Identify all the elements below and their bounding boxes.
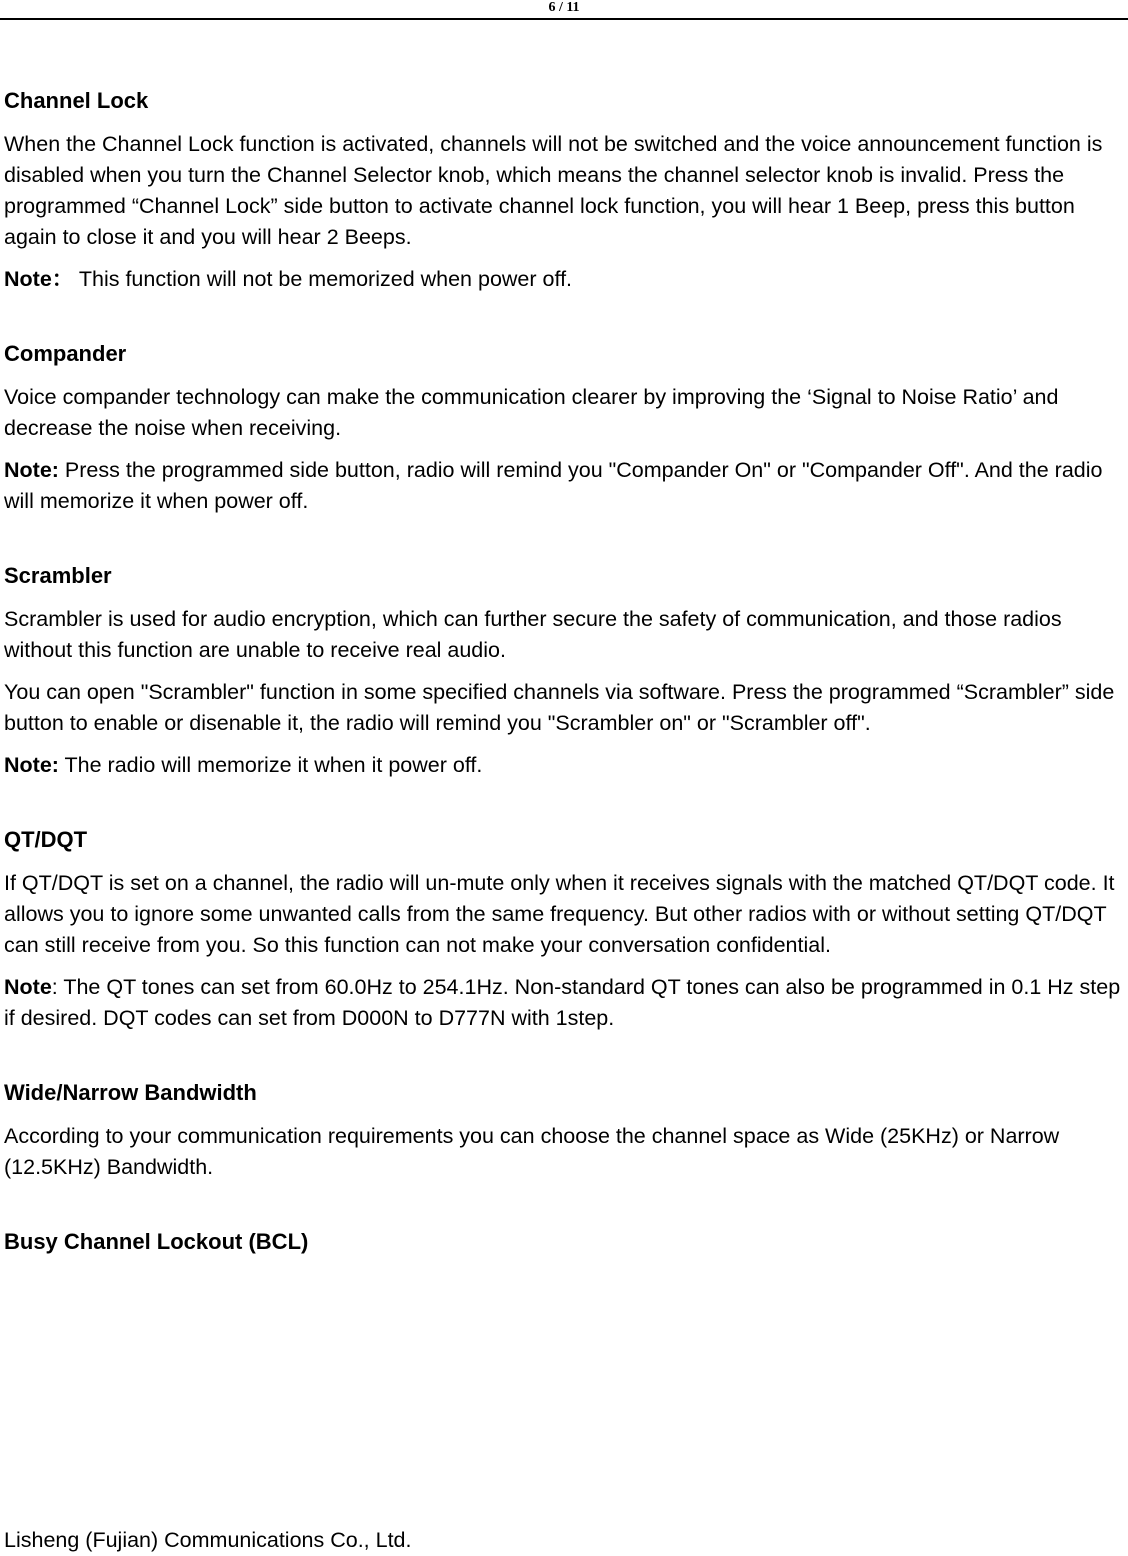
paragraph: Voice compander technology can make the communication clearer by improving the ‘Signal to Noise Ratio’ and decrease the noise when receiving.: [4, 385, 1059, 440]
section-heading: Channel Lock: [4, 88, 149, 113]
note: [4, 972, 1128, 1034]
note-label: Note:: [4, 753, 59, 777]
paragraph: Scrambler is used for audio encryption, which can further secure the safety of communication, and those radios without this function are unable to receive real audio.: [4, 607, 1062, 662]
note: [4, 455, 1128, 517]
note-text: : The QT tones can set from 60.0Hz to 254.1Hz. Non-standard QT tones can also be programmed in 0.1 Hz step if desired. DQT codes can set from D000N to D777N with 1step.: [4, 975, 1121, 1030]
note-text: Press the programmed side button, radio will remind you "Compander On" or "Compander Off". And the radio will memorize it when power off.: [4, 458, 1103, 513]
page-number: 6 / 11: [548, 0, 580, 15]
note-text: The radio will memorize it when it power off.: [58, 753, 483, 777]
section-wide-narrow-bandwidth: [4, 1080, 1128, 1183]
section-qt-dqt: [4, 827, 1128, 1034]
section-channel-lock: [4, 88, 1128, 295]
section-heading: Wide/Narrow Bandwidth: [4, 1080, 257, 1105]
note-label: Note：: [4, 267, 74, 291]
note-label: Note:: [4, 458, 59, 482]
paragraph: According to your communication requirements you can choose the channel space as Wide (25KHz) or Narrow (12.5KHz) Bandwidth.: [4, 1124, 1060, 1179]
section-busy-channel-lockout: [4, 1229, 1128, 1255]
note-text: This function will not be memorized when power off.: [73, 267, 573, 291]
section-heading: QT/DQT: [4, 827, 88, 852]
note-label: Note: [4, 975, 52, 999]
section-heading: Scrambler: [4, 563, 112, 588]
section-compander: [4, 341, 1128, 517]
note: [4, 264, 1128, 295]
paragraph: If QT/DQT is set on a channel, the radio will un-mute only when it receives signals with the matched QT/DQT code. It allows you to ignore some unwanted calls from the same frequency. But other radios with or without setting QT/DQT can still receive from you. So this function can not make your conversation confidential.: [4, 871, 1115, 957]
section-scrambler: [4, 563, 1128, 781]
section-heading: Compander: [4, 341, 127, 366]
paragraph: When the Channel Lock function is activated, channels will not be switched and the voice announcement function is disabled when you turn the Channel Selector knob, which means the channel selector knob is invalid. Press the programmed “Channel Lock” side button to activate channel lock function, you will hear 1 Beep, press this button again to close it and you will hear 2 Beeps.: [4, 132, 1103, 249]
note: [4, 750, 1128, 781]
footer-company: Lisheng (Fujian) Communications Co., Ltd.: [4, 1528, 412, 1552]
paragraph: You can open "Scrambler" function in some specified channels via software. Press the programmed “Scrambler” side button to enable or disenable it, the radio will remind you "Scrambler on" or "Scrambler off".: [4, 680, 1115, 735]
section-heading: Busy Channel Lockout (BCL): [4, 1229, 309, 1254]
header-rule: [0, 18, 1128, 20]
document-body: [4, 88, 1128, 1301]
